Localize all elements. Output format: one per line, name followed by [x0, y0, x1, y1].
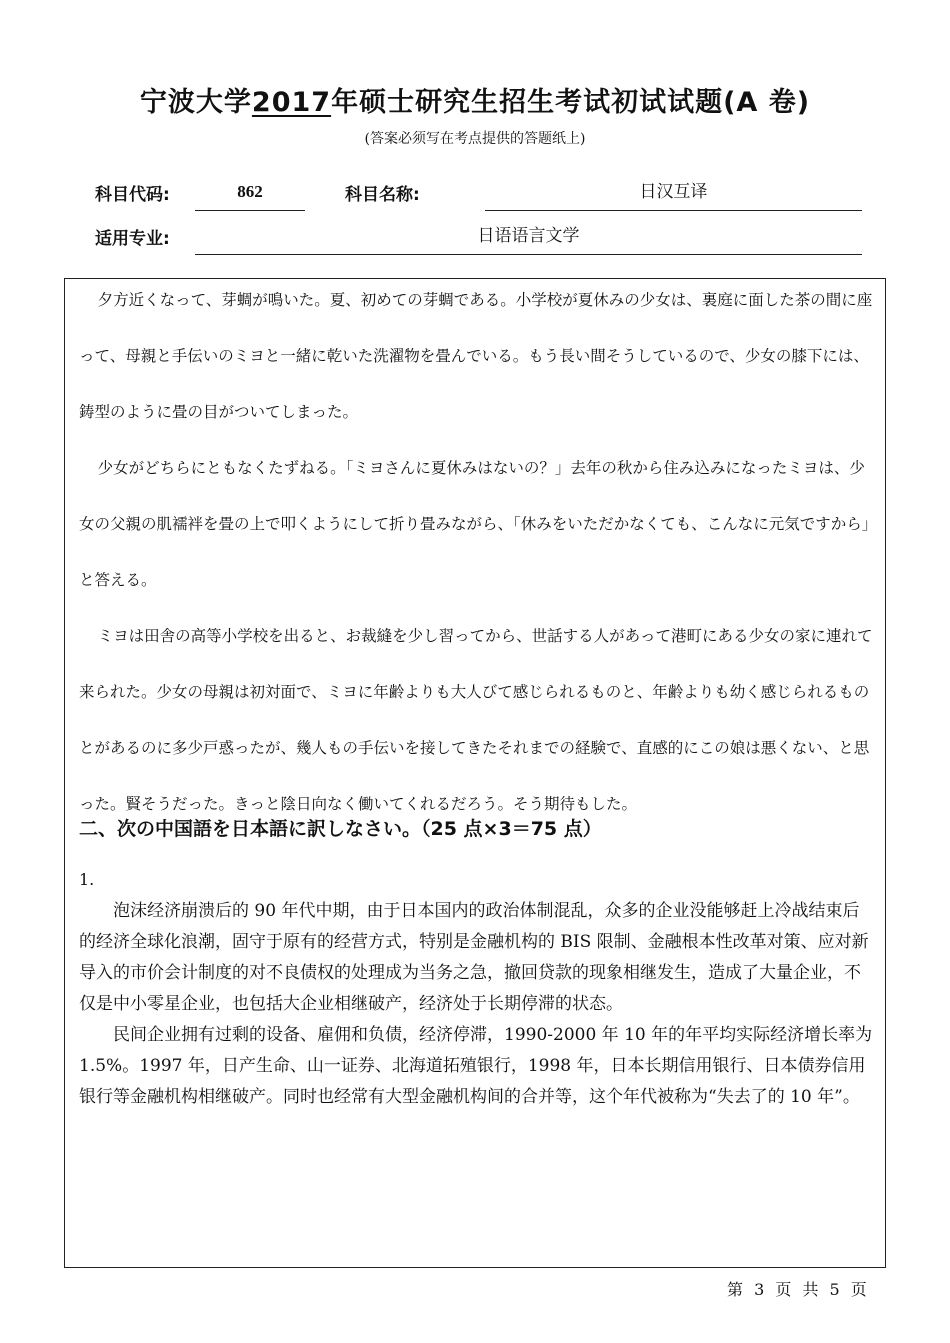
- japanese-passage: [79, 272, 874, 832]
- jp-paragraph-1: 夕方近くなって、芽蜩が鳴いた。夏、初めての芽蜩である。小学校が夏休みの少女は、裏庭に面した茶の間に座って、母親と手伝いのミヨと一緒に乾いた洗濯物を畳んでいる。もう長い間そうしているので、少女の膝下には、鋳型のように畳の目がついてしまった。: [79, 291, 873, 421]
- jp-paragraph-2: 少女がどちらにともなくたずねる。「ミヨさんに夏休みはないの？」去年の秋から住み込みになったミヨは、少女の父親の肌襦袢を畳の上で叩くようにして折り畳みながら、「休みをいただかなくても、こんなに元気ですから」と答える。: [79, 459, 870, 589]
- subject-code-label: 科目代码:: [95, 185, 170, 205]
- chinese-passage: [79, 896, 874, 1113]
- cn-paragraph-2: 民间企业拥有过剩的设备、雇佣和负债，经济停滞，1990-2000 年 10 年的年平均实际经济增长率为 1.5%。1997 年，日产生命、山一证券、北海道拓殖银行，1998 年，日本长期信用银行、日本债券信用银行等金融机构相继破产。同时也经常有大型金融机构间的合并等，这个年代被称为“失去了的 10 年”。: [79, 1025, 873, 1107]
- section-2-heading: 二、次の中国語を日本語に訳しなさい。（25 点×3＝75 点）: [79, 818, 602, 840]
- exam-title: [0, 80, 950, 119]
- jp-paragraph-3: ミヨは田舎の高等小学校を出ると、お裁縫を少し習ってから、世話する人があって港町にある少女の家に連れて来られた。少女の母親は初対面で、ミヨに年齢よりも大人びて感じられるものと、年齢よりも幼く感じられるものとがあるのに多少戸惑ったが、幾人もの手伝いを接してきたそれまでの経験で、直感的にこの娘は悪くない、と思った。賢そうだった。きっと陰日向なく働いてくれるだろう。そう期待もした。: [79, 627, 873, 813]
- subject-name-label: 科目名称:: [345, 185, 420, 205]
- cn-paragraph-1: 泡沫经济崩溃后的 90 年代中期，由于日本国内的政治体制混乱，众多的企业没能够赶上冷战结束后的经济全球化浪潮，固守于原有的经营方式，特别是金融机构的 BIS 限制、金融根本性改革对策、应对新导入的市价会计制度的对不良债权的处理成为当务之急，撤回贷款的现象相继发生，造成了大量企业，不仅是中小零星企业，也包括大企业相继破产，经济处于长期停滞的状态。: [79, 901, 869, 1014]
- exam-subtitle: (答案必须写在考点提供的答题纸上): [364, 131, 586, 147]
- title-suffix: 年硕士研究生招生考试初试试题(A 卷): [331, 87, 811, 118]
- major-label: 适用专业:: [95, 229, 170, 249]
- title-prefix: 宁波大学: [139, 87, 252, 118]
- subject-name-value: 日汉互译: [485, 180, 862, 211]
- question-number: 1.: [79, 870, 95, 889]
- subject-code-value: 862: [195, 180, 305, 211]
- title-year: 2017: [251, 87, 332, 118]
- major-value: 日语语言文学: [195, 224, 862, 255]
- page-footer: 第 3 页 共 5 页: [727, 1280, 867, 1299]
